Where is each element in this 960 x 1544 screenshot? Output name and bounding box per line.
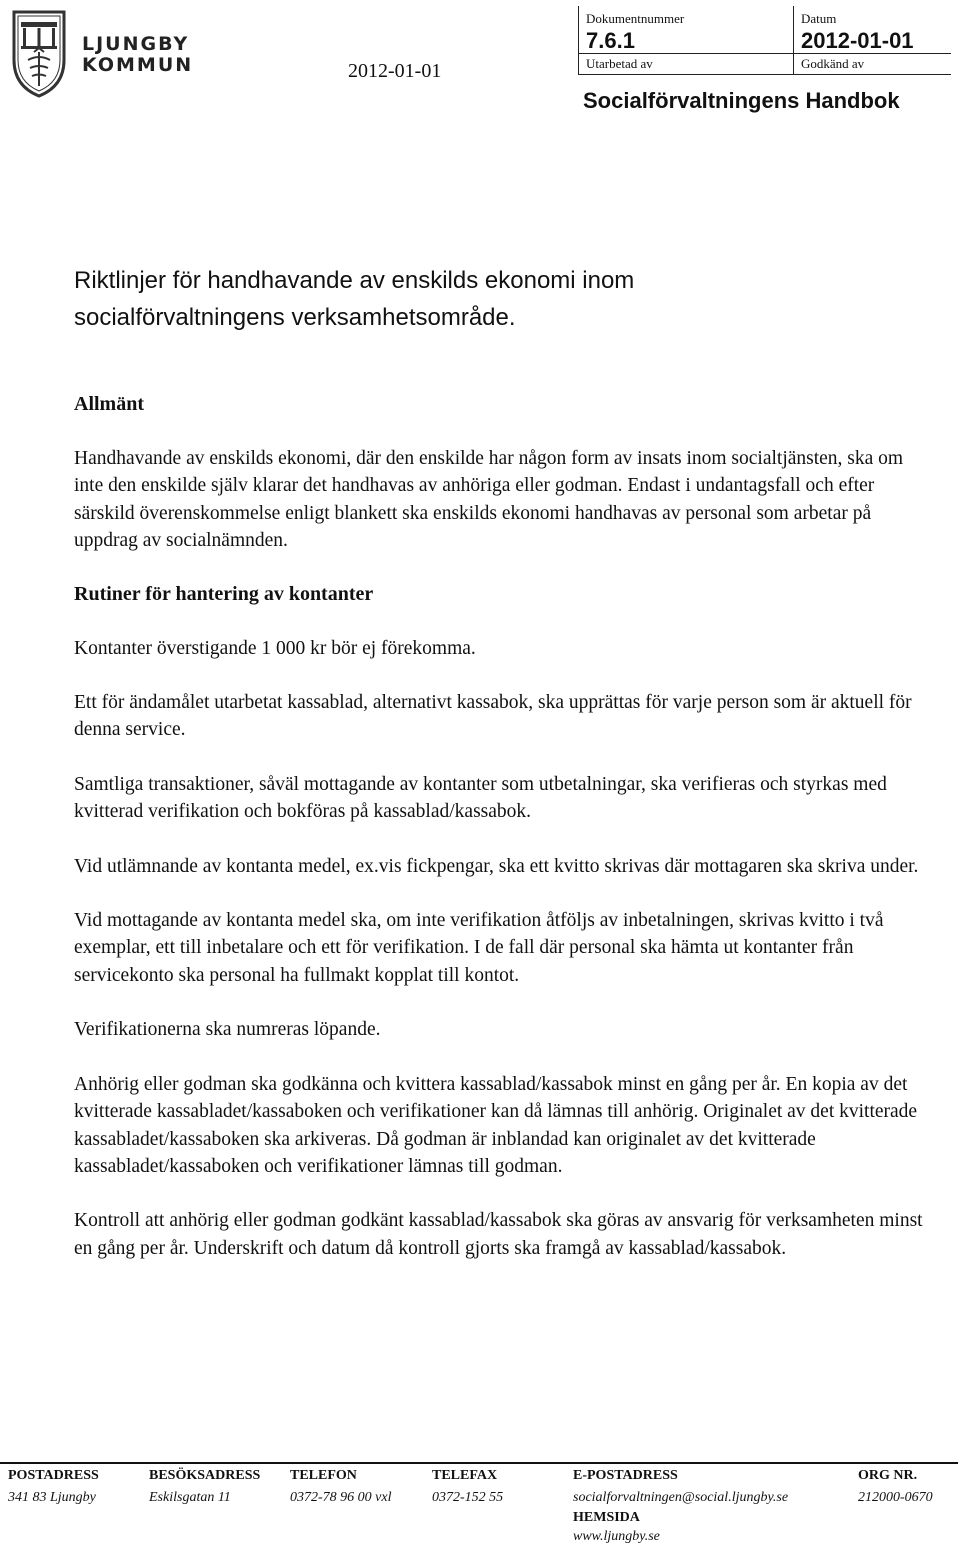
footer-orgnr-value: 212000-0670 [858,1490,933,1505]
dokumentnummer-label: Dokumentnummer [586,11,685,26]
paragraph-kontroll: Kontroll att anhörig eller godman godkänt kassablad/kassabok ska göras av ansvarig för verksamheten minst en gång per år. Underskrift och datum då kontroll gjorts ska framgå av kassablad/kassabok. [74,1210,923,1259]
footer-besoksadress-value: Eskilsgatan 11 [149,1490,231,1505]
footer-hemsida-label: HEMSIDA [573,1510,640,1525]
footer-hemsida-link[interactable]: www.ljungby.se [573,1529,660,1544]
footer-epost-link[interactable]: socialforvaltningen@social.ljungby.se [573,1490,789,1505]
datum-label: Datum [801,11,837,26]
header-date: 2012-01-01 [348,60,442,82]
ljungby-coat-of-arms-icon [10,8,68,100]
section-heading-rutiner: Rutiner för hantering av kontanter [74,582,374,605]
datum-value: 2012-01-01 [801,28,914,53]
footer-postadress-label: POSTADRESS [8,1468,99,1483]
utarbetat-label: Utarbetad av [586,56,653,71]
paragraph-kontanter: Kontanter överstigande 1 000 kr bör ej förekomma. [74,637,476,659]
paragraph-anhorig: Anhörig eller godman ska godkänna och kvittera kassablad/kassabok minst en gång per år. En kopia av det kvitterade kassabladet/kassaboken och verifikationer kan då lämnas till anhörig. Originalet av det kvitterade kassabladet/kassaboken ska arkiveras. Då godman är inblandad kan originalet av det kvitterade kassabladet/kassaboken och verifikationer lämnas till godman. [74,1073,918,1177]
document-body [74,390,924,1262]
footer-postadress-value: 341 83 Ljungby [8,1490,96,1505]
footer-besoksadress-label: BESÖKSADRESS [149,1468,261,1483]
section-heading-allmant: Allmänt [74,393,144,415]
document-meta-box [578,6,951,75]
logo-line-2: KOMMUN [82,54,194,76]
footer-orgnr-label: ORG NR. [858,1468,918,1483]
footer-telefon-label: TELEFON [290,1468,357,1483]
footer-epost-label: E-POSTADRESS [573,1468,678,1483]
paragraph-verifikationer: Verifikationerna ska numreras löpande. [74,1019,381,1041]
document-title-line-2: socialförvaltningens verksamhetsområde. [74,304,516,331]
document-title [74,262,894,336]
paragraph-utlamnande: Vid utlämnande av kontanta medel, ex.vis fickpengar, ska ett kvitto skrivas där mottagaren ska skriva under. [74,855,919,877]
paragraph-mottagande: Vid mottagande av kontanta medel ska, om inte verifikation åtföljs av inbetalningen, skrivas kvitto i två exemplar, ett till inbetalare och ett för verifikation. I de fall där personal ska hämta ut kontanter från servicekonto ska personal ha fullmakt kopplat till kontot. [74,910,884,986]
dokumentnummer-value: 7.6.1 [586,28,635,53]
page-footer [0,1462,960,1544]
footer-telefax-label: TELEFAX [432,1468,498,1483]
document-title-line-1: Riktlinjer för handhavande av enskilds ekonomi inom [74,267,635,294]
godkand-label: Godkänd av [801,56,865,71]
footer-telefax-value: 0372-152 55 [432,1490,504,1505]
paragraph-transaktioner: Samtliga transaktioner, såväl mottagande av kontanter som utbetalningar, ska verifieras och styrkas med kvitterad verifikation och bokföras på kassablad/kassabok. [74,773,887,823]
paragraph-allmant: Handhavande av enskilds ekonomi, där den enskilde har någon form av insats inom socialtjänsten, ska om inte den enskilde själv klarar det handhavas av anhöriga eller godman. Endast i undantagsfall och efter särskild överenskommelse enligt blankett ska enskilds ekonomi handhavas av personal som arbetar på uppdrag av socialnämnden. [74,448,904,552]
paragraph-kassablad: Ett för ändamålet utarbetat kassablad, alternativt kassabok, ska upprättas för varje person som är aktuell för denna service. [74,692,912,741]
footer-telefon-value: 0372-78 96 00 vxl [290,1490,392,1505]
handbook-title: Socialförvaltningens Handbok [583,88,900,113]
logo-line-1: LJUNGBY [82,33,190,55]
logo-wordmark [82,34,193,76]
